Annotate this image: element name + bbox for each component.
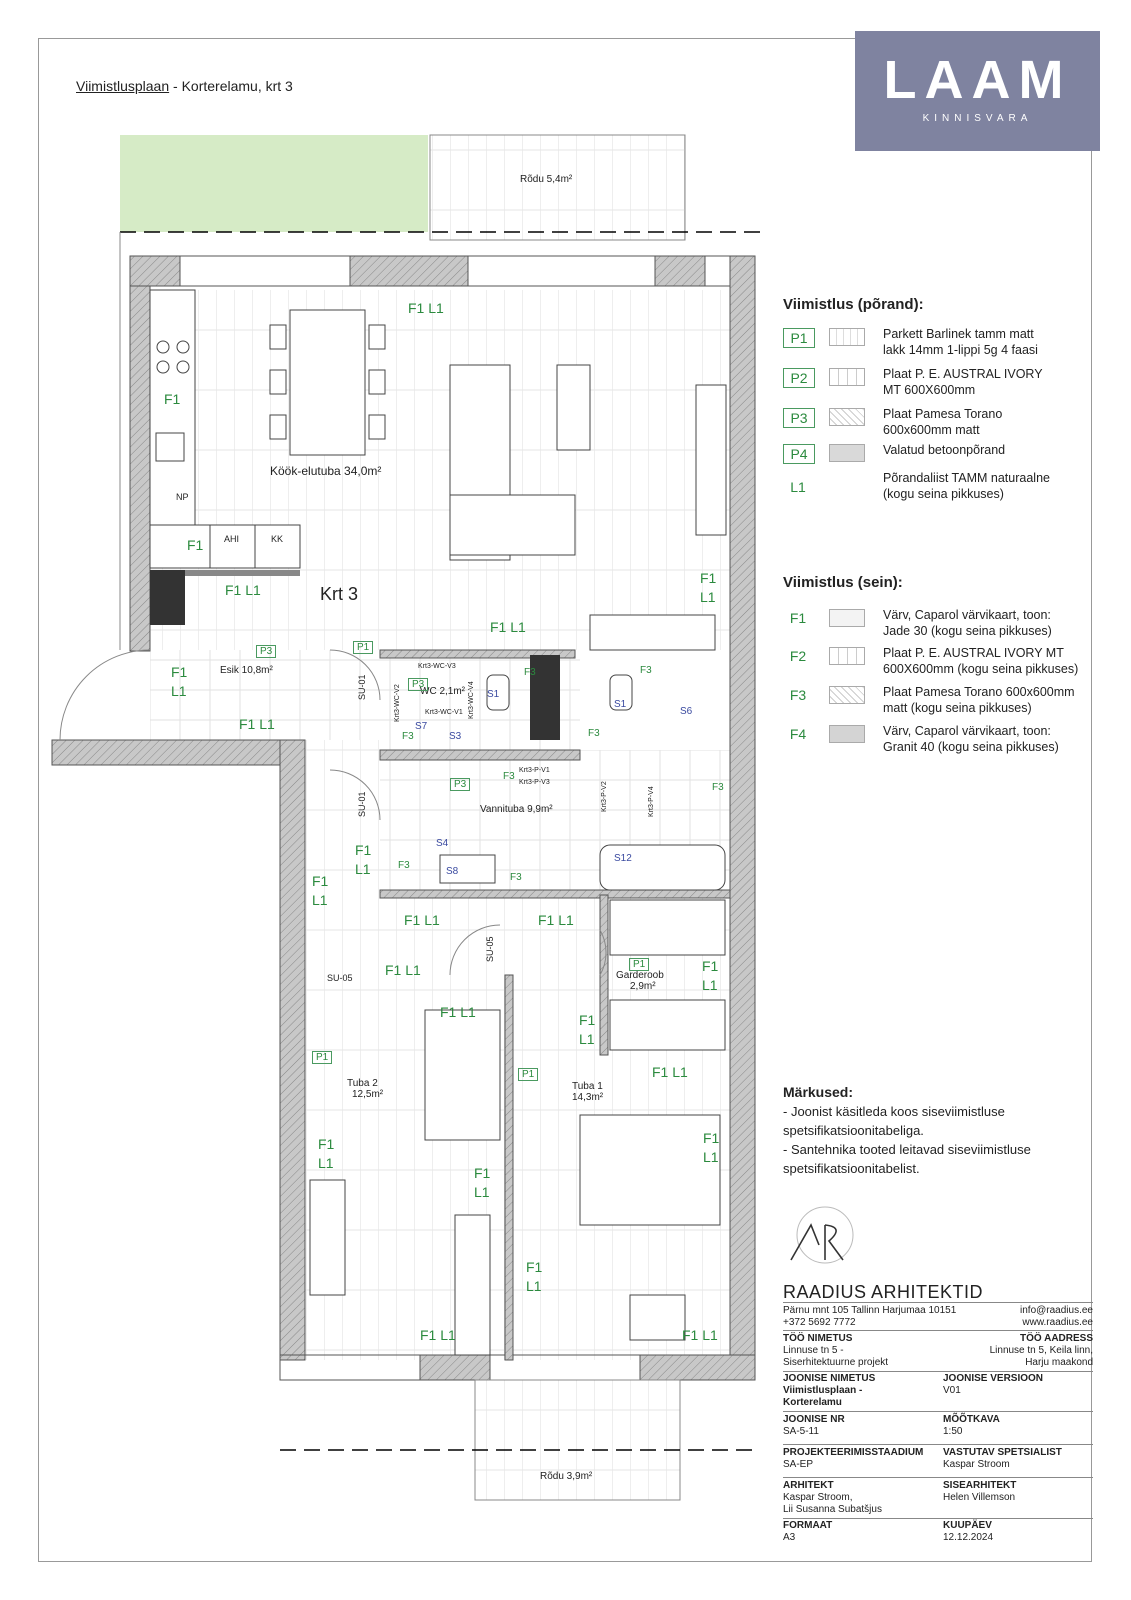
view-code: Krt3-WC-V3 <box>418 663 456 670</box>
fixture-code: S1 <box>614 699 627 710</box>
bed-tuba2 <box>425 1010 500 1140</box>
room-label-tuba1: Tuba 1 <box>572 1081 603 1092</box>
floor-code: P3 <box>450 778 470 791</box>
fixture-code: S1 <box>487 689 500 700</box>
tb-arhitekt: ARHITEKT Kaspar Stroom, Lii Susanna Subatšjus SISEARHITEKT Helen Villemson <box>783 1480 1017 1515</box>
fixture-code: S3 <box>449 731 462 742</box>
bathtub <box>600 845 725 890</box>
wall <box>130 256 150 651</box>
legend-floor-item: L1 Põrandaliist TAMM naturaalne (kogu seina pikkuses) <box>790 471 1050 501</box>
finish-tag: F1 <box>187 537 204 553</box>
legend-floor-title: Viimistlus (põrand): <box>783 296 924 313</box>
tb-joonise-nr: JOONISE NR SA-5-11 MÕÕTKAVA 1:50 <box>783 1414 1000 1437</box>
fixture-code: S7 <box>415 721 428 732</box>
finish-tag: F1 L1 <box>682 1327 718 1343</box>
finish-tag: L1 <box>579 1031 595 1047</box>
view-code: Krt3-P-V1 <box>519 767 550 774</box>
legend-wall-title: Viimistlus (sein): <box>783 574 903 591</box>
finish-tag: F1 <box>703 1130 720 1146</box>
finish-tag: F1 L1 <box>404 912 440 928</box>
finish-tag: L1 <box>526 1278 542 1294</box>
finish-tag: L1 <box>702 977 718 993</box>
finish-tag: F3 <box>640 665 652 676</box>
room-label-garderoob-area: 2,9m² <box>630 981 656 992</box>
finish-tag: F1 L1 <box>538 912 574 928</box>
legend-wall-item: F1 Värv, Caparol värvikaart, toon: Jade 30 (kogu seina pikkuses) <box>789 608 1052 638</box>
kk-label: KK <box>271 534 284 544</box>
legend-wall-item: F2 Plaat P. E. AUSTRAL IVORY MT 600X600mm (kogu seina pikkuses) <box>789 646 1079 676</box>
legend-floor-item: P4 Valatud betoonpõrand <box>783 442 1103 478</box>
finish-tag: L1 <box>312 892 328 908</box>
finish-tag: F1 L1 <box>440 1004 476 1020</box>
door-code: SU-01 <box>357 674 367 700</box>
room-label-tuba2: Tuba 2 <box>347 1078 378 1089</box>
view-code: Krt3-P-V4 <box>648 786 655 817</box>
finish-tag: L1 <box>700 589 716 605</box>
floor-code: P1 <box>629 958 649 971</box>
finish-tag: L1 <box>355 861 371 877</box>
room-label-wc: WC 2,1m² <box>420 686 465 697</box>
wall <box>380 890 730 898</box>
drawing-title: Viimistlusplaan - Korterelamu, krt 3 <box>76 78 293 94</box>
finish-tag: L1 <box>474 1184 490 1200</box>
dining-table <box>290 310 365 455</box>
finish-tag: F3 <box>524 667 536 678</box>
door-code: SU-05 <box>485 936 495 962</box>
ahi-label: AHI <box>224 534 240 544</box>
finish-tag: F1 <box>526 1259 543 1275</box>
legend-wall-item: F4 Värv, Caparol värvikaart, toon: Granit 40 (kogu seina pikkuses) <box>789 724 1059 754</box>
finish-tag: F1 L1 <box>225 582 261 598</box>
finish-tag: F1 <box>312 873 329 889</box>
firm-contacts: Pärnu mnt 105 Tallinn Harjumaa 10151 info@raadius.ee +372 5692 7772 www.raadius.ee <box>783 1305 1093 1328</box>
wall <box>52 740 302 765</box>
finish-tag: F1 L1 <box>385 962 421 978</box>
lawn <box>120 135 428 232</box>
floor-code: P3 <box>408 678 428 691</box>
wall <box>600 895 608 1055</box>
laam-logo: LAAM KINNISVARA <box>855 31 1100 151</box>
room-label-kook: Köök-elutuba 34,0m² <box>270 464 382 478</box>
floor-code: P3 <box>256 645 276 658</box>
room-label-rodu-bottom: Rõdu 3,9m² <box>540 1471 593 1482</box>
notes: Märkused: - Joonist käsitleda koos siseviimistluse spetsifikatsioonitabeliga. - Santehnika tooted leitavad siseviimistluse spetsifikatsioonitabelist. <box>783 1084 1031 1176</box>
view-code: Krt3-P-V3 <box>519 779 550 786</box>
wall <box>420 1355 490 1380</box>
view-code: Krt3-WC-V1 <box>425 709 463 716</box>
kitchen-counter <box>150 290 195 525</box>
legend-floor-item: P3 Plaat Pamesa Torano 600x600mm matt <box>783 406 1103 442</box>
finish-tag: F1 <box>318 1136 335 1152</box>
finish-tag: F3 <box>503 771 515 782</box>
room-label-tuba2-area: 12,5m² <box>352 1089 384 1100</box>
finish-tag: F1 <box>579 1012 596 1028</box>
tb-too-nimetus: TÖÖ NIMETUS Linnuse tn 5 - Siserhitektuurne projekt TÖÖ AADRESS Linnuse tn 5, Keila linn, Harju maakond <box>783 1333 1093 1368</box>
room-label-rodu-top: Rõdu 5,4m² <box>520 174 573 185</box>
room-label-krt: Krt 3 <box>320 584 359 604</box>
finish-tag: F1 <box>474 1165 491 1181</box>
finish-tag: F1 <box>355 842 372 858</box>
wall <box>655 256 705 286</box>
room-label-garderoob: Garderoob <box>616 970 664 981</box>
kitchen-cabinets <box>150 525 300 568</box>
wall <box>380 750 580 760</box>
finish-tag: F3 <box>510 872 522 883</box>
tb-formaat: FORMAAT A3 KUUPÄEV 12.12.2024 <box>783 1520 994 1543</box>
floor-code: P1 <box>353 641 373 654</box>
np-label: NP <box>176 492 189 502</box>
finish-tag: L1 <box>318 1155 334 1171</box>
finish-tag: F1 <box>164 391 181 407</box>
firm-name: RAADIUS ARHITEKTID <box>783 1282 984 1302</box>
finish-tag: F1 L1 <box>420 1327 456 1343</box>
legend-wall-item: F3 Plaat Pamesa Torano 600x600mm matt (kogu seina pikkuses) <box>789 685 1075 715</box>
finish-tag: F1 L1 <box>652 1064 688 1080</box>
view-code: Krt3-WC-V2 <box>394 684 401 722</box>
fixture-code: S6 <box>680 706 693 717</box>
floor-code: P1 <box>312 1051 332 1064</box>
door-code: SU-01 <box>357 791 367 817</box>
ar-monogram <box>785 1205 865 1265</box>
floor-code: P1 <box>518 1068 538 1081</box>
finish-tag: F1 <box>700 570 717 586</box>
fixture-code: S8 <box>446 866 459 877</box>
finish-tag: F1 L1 <box>239 716 275 732</box>
wall <box>350 256 468 286</box>
finish-tag: F1 <box>702 958 719 974</box>
wall <box>280 740 305 1360</box>
wall <box>640 1355 755 1380</box>
legend-floor-item: P1 Parkett Barlinek tamm matt lakk 14mm 1-lippi 5g 4 faasi <box>783 326 1103 362</box>
finish-tag: L1 <box>171 683 187 699</box>
wall <box>730 256 755 1366</box>
finish-tag: F1 <box>171 664 188 680</box>
view-code: Krt3-P-V2 <box>601 781 608 812</box>
finish-tag: F3 <box>588 728 600 739</box>
wall <box>505 975 513 1360</box>
room-label-vannituba: Vannituba 9,9m² <box>480 804 553 815</box>
tb-staadium: PROJEKTEERIMISSTAADIUM SA-EP VASTUTAV SPETSIALIST Kaspar Stroom <box>783 1447 1062 1470</box>
finish-tag: F3 <box>712 782 724 793</box>
finish-tag: F3 <box>398 860 410 871</box>
room-label-esik: Esik 10,8m² <box>220 665 273 676</box>
finish-tag: F3 <box>402 731 414 742</box>
fixture-code: S12 <box>614 853 632 864</box>
door-code: SU-05 <box>327 973 353 983</box>
tb-joonise-nimetus: JOONISE NIMETUS Viimistlusplaan - Korterelamu JOONISE VERSIOON V01 <box>783 1373 1044 1408</box>
balcony-top <box>430 135 685 240</box>
finish-tag: F1 L1 <box>408 300 444 316</box>
legend-floor-item: P2 Plaat P. E. AUSTRAL IVORY MT 600X600mm <box>783 366 1103 402</box>
finish-tag: F1 L1 <box>490 619 526 635</box>
bed-tuba1 <box>580 1115 720 1225</box>
view-code: Krt3-WC-V4 <box>468 681 475 719</box>
finish-tag: L1 <box>703 1149 719 1165</box>
balcony-bottom <box>475 1380 680 1500</box>
wall <box>130 256 180 286</box>
fixture-code: S4 <box>436 838 449 849</box>
room-label-tuba1-area: 14,3m² <box>572 1092 604 1103</box>
